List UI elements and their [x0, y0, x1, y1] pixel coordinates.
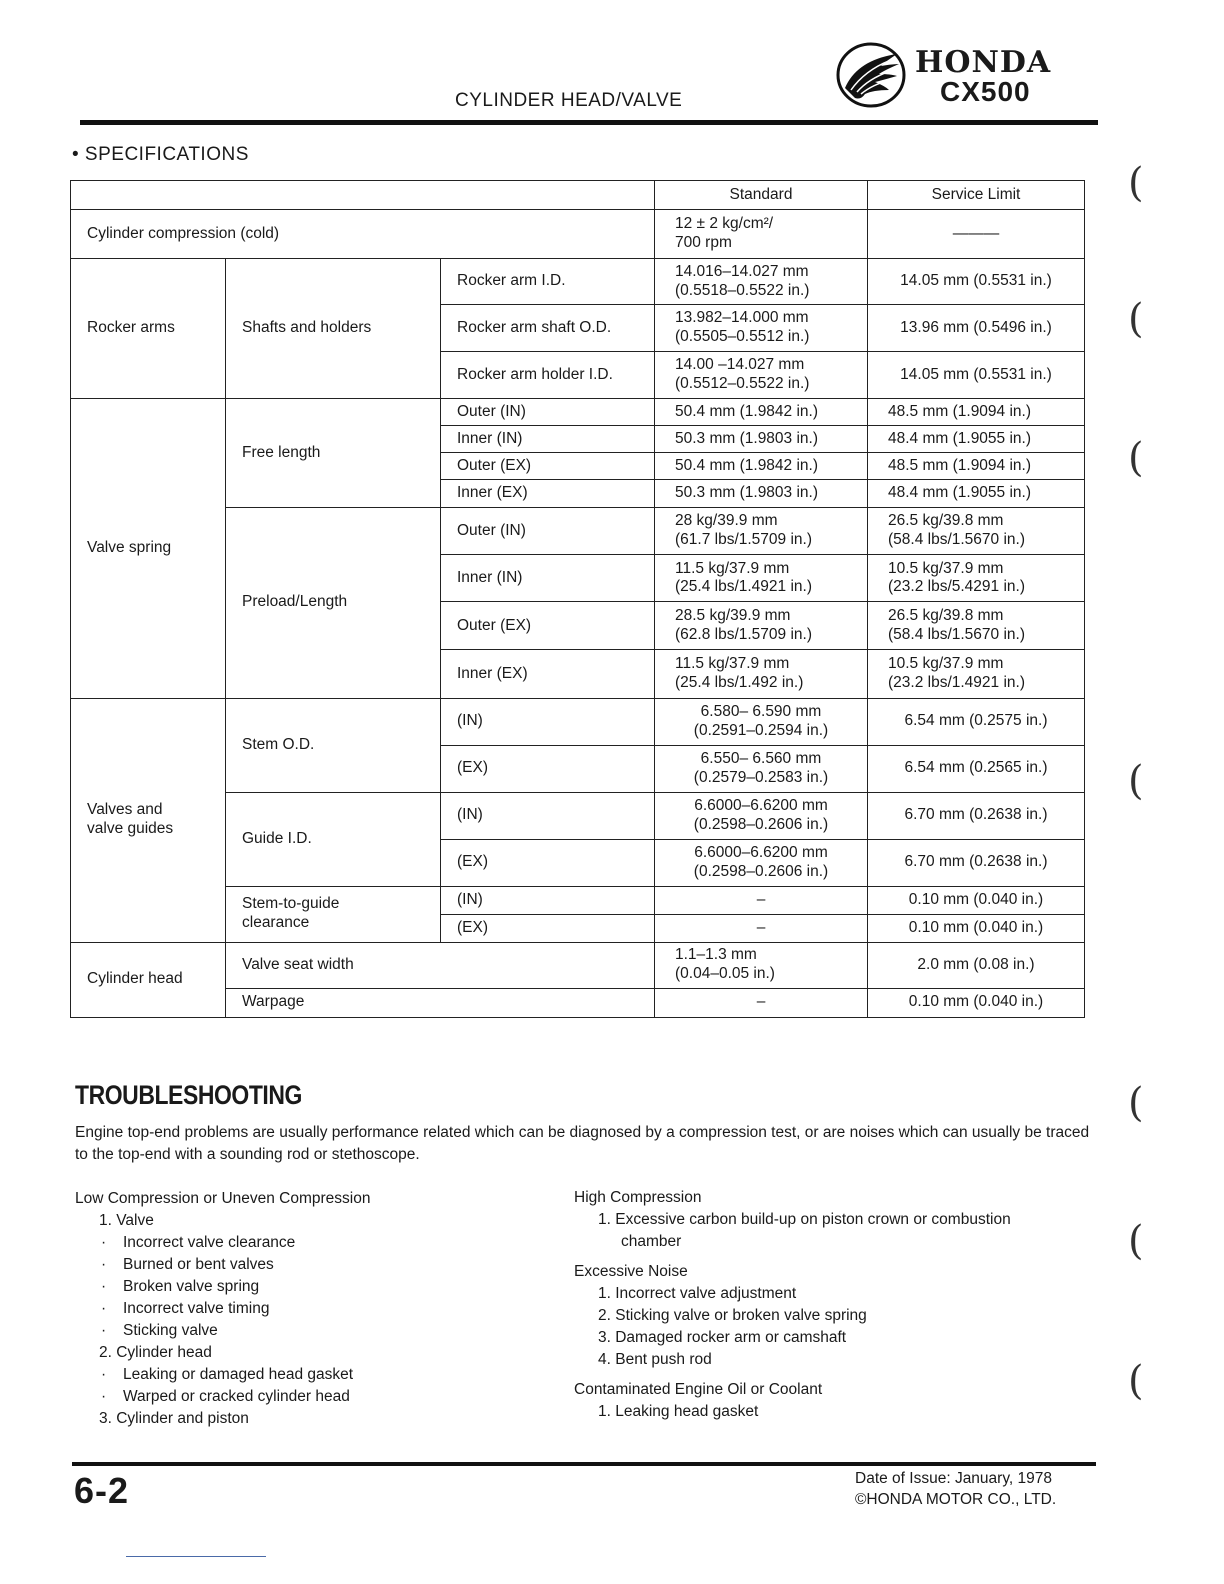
list-item: · Sticking valve — [101, 1322, 218, 1339]
item-label: Rocker arm shaft O.D. — [441, 305, 655, 352]
table-row — [71, 942, 1085, 988]
margin-mark: ( — [1128, 1218, 1144, 1264]
page-number: 6-2 — [74, 1470, 130, 1511]
header-blank-cell — [71, 181, 655, 210]
preload-length-label: Preload/Length — [226, 508, 441, 698]
item-label: Outer (EX) — [441, 453, 655, 480]
margin-mark: ( — [1128, 758, 1144, 804]
standard-value: – — [655, 914, 868, 942]
brand-name: HONDA — [915, 45, 1052, 80]
standard-value: 28.5 kg/39.9 mm (62.8 lbs/1.5709 in.) — [655, 602, 868, 650]
item-label: Outer (IN) — [441, 508, 655, 555]
list-item: · Incorrect valve timing — [101, 1300, 270, 1317]
valve-spring-label: Valve spring — [71, 399, 226, 698]
margin-mark: ( — [1128, 435, 1144, 481]
rocker-arms-label: Rocker arms — [71, 259, 226, 399]
limit-value: 0.10 mm (0.040 in.) — [868, 914, 1085, 942]
limit-value: 6.54 mm (0.2565 in.) — [868, 745, 1085, 792]
standard-value: 14.016–14.027 mm (0.5518–0.5522 in.) — [655, 259, 868, 305]
table-row — [71, 210, 1085, 259]
list-item: 3. Cylinder and piston — [99, 1410, 249, 1427]
list-item: 1. Leaking head gasket — [598, 1403, 759, 1420]
table-header-row — [71, 181, 1085, 210]
standard-value: 14.00 –14.027 mm (0.5512–0.5522 in.) — [655, 352, 868, 399]
standard-value: 6.6000–6.6200 mm (0.2598–0.2606 in.) — [655, 839, 868, 886]
standard-value: – — [655, 988, 868, 1017]
standard-value: 1.1–1.3 mm (0.04–0.05 in.) — [655, 942, 868, 988]
list-item: · Warped or cracked cylinder head — [101, 1388, 350, 1405]
margin-mark: ( — [1128, 296, 1144, 342]
limit-value: 26.5 kg/39.8 mm (58.4 lbs/1.5670 in.) — [868, 602, 1085, 650]
cylinder-head-label: Cylinder head — [71, 942, 226, 1017]
specifications-heading: • SPECIFICATIONS — [72, 144, 249, 165]
table-row — [71, 259, 1085, 305]
low-compression-list — [75, 1188, 545, 1430]
copyright: ©HONDA MOTOR CO., LTD. — [855, 1491, 1057, 1508]
item-label: (EX) — [441, 839, 655, 886]
list-item: 1. Incorrect valve adjustment — [598, 1285, 797, 1302]
item-label: Inner (EX) — [441, 480, 655, 508]
col-standard: Standard — [655, 181, 868, 210]
standard-value: 28 kg/39.9 mm (61.7 lbs/1.5709 in.) — [655, 508, 868, 555]
issue-date: Date of Issue: January, 1978 — [855, 1470, 1053, 1487]
table-row — [71, 399, 1085, 426]
margin-mark: ( — [1128, 1358, 1144, 1404]
standard-value: 50.4 mm (1.9842 in.) — [655, 399, 868, 426]
item-label: Rocker arm I.D. — [441, 259, 655, 305]
list-item: 1. Excessive carbon build-up on piston crown or combustion — [598, 1211, 1011, 1228]
standard-value: 11.5 kg/37.9 mm (25.4 lbs/1.492 in.) — [655, 650, 868, 698]
list-heading: Low Compression or Uneven Compression — [75, 1190, 371, 1207]
item-label: (IN) — [441, 886, 655, 914]
list-item: chamber — [621, 1233, 682, 1250]
section-title: CYLINDER HEAD/VALVE — [455, 90, 683, 111]
item-label: Inner (IN) — [441, 555, 655, 602]
item-label: Inner (EX) — [441, 650, 655, 698]
guide-id-label: Guide I.D. — [226, 792, 441, 886]
item-label: Rocker arm holder I.D. — [441, 352, 655, 399]
limit-value: 48.4 mm (1.9055 in.) — [868, 426, 1085, 453]
stem-guide-clearance-label: Stem-to-guide clearance — [226, 886, 441, 942]
right-troubleshooting-list — [574, 1187, 1094, 1423]
limit-value: 0.10 mm (0.040 in.) — [868, 886, 1085, 914]
stem-od-label: Stem O.D. — [226, 698, 441, 792]
item-label: Valve seat width — [226, 942, 655, 988]
scan-artifact-line — [126, 1556, 266, 1557]
limit-value: 10.5 kg/37.9 mm (23.2 lbs/1.4921 in.) — [868, 650, 1085, 698]
limit-value: 14.05 mm (0.5531 in.) — [868, 352, 1085, 399]
list-item: 3. Damaged rocker arm or camshaft — [598, 1329, 847, 1346]
list-item: · Incorrect valve clearance — [101, 1234, 296, 1251]
compression-label: Cylinder compression (cold) — [71, 210, 655, 259]
compression-standard: 12 ± 2 kg/cm²/ 700 rpm — [655, 210, 868, 259]
standard-value: 11.5 kg/37.9 mm (25.4 lbs/1.4921 in.) — [655, 555, 868, 602]
list-item: 2. Sticking valve or broken valve spring — [598, 1307, 867, 1324]
specifications-table — [70, 180, 1085, 1018]
list-item: · Broken valve spring — [101, 1278, 260, 1295]
shafts-holders-label: Shafts and holders — [226, 259, 441, 399]
header-rule — [80, 120, 1098, 125]
troubleshooting-title: TROUBLESHOOTING — [75, 1080, 302, 1110]
item-label: Outer (IN) — [441, 399, 655, 426]
table-row — [71, 698, 1085, 745]
standard-value: 50.3 mm (1.9803 in.) — [655, 426, 868, 453]
limit-value: 13.96 mm (0.5496 in.) — [868, 305, 1085, 352]
honda-wing-logo-icon — [835, 40, 909, 110]
list-item: · Burned or bent valves — [101, 1256, 274, 1273]
item-label: (IN) — [441, 698, 655, 745]
margin-mark: ( — [1128, 160, 1144, 206]
list-heading: Contaminated Engine Oil or Coolant — [574, 1381, 823, 1398]
free-length-label: Free length — [226, 399, 441, 508]
list-item: 2. Cylinder head — [99, 1344, 212, 1361]
item-label: (IN) — [441, 792, 655, 839]
limit-value: 48.5 mm (1.9094 in.) — [868, 453, 1085, 480]
compression-limit: ——— — [868, 210, 1085, 259]
standard-value: 50.3 mm (1.9803 in.) — [655, 480, 868, 508]
limit-value: 6.70 mm (0.2638 in.) — [868, 792, 1085, 839]
item-label: Warpage — [226, 988, 655, 1017]
item-label: Outer (EX) — [441, 602, 655, 650]
troubleshooting-intro: Engine top-end problems are usually performance related which can be diagnosed by a compression test, or are noises which can usually be traced to the top-end with a sounding rod or stethoscope. — [75, 1124, 1090, 1163]
valves-guides-label: Valves and valve guides — [71, 698, 226, 942]
limit-value: 14.05 mm (0.5531 in.) — [868, 259, 1085, 305]
list-item: · Leaking or damaged head gasket — [101, 1366, 354, 1383]
margin-mark: ( — [1128, 1080, 1144, 1126]
list-item: 4. Bent push rod — [598, 1351, 712, 1368]
limit-value: 6.70 mm (0.2638 in.) — [868, 839, 1085, 886]
standard-value: 50.4 mm (1.9842 in.) — [655, 453, 868, 480]
item-label: Inner (IN) — [441, 426, 655, 453]
footer-rule — [72, 1462, 1096, 1466]
item-label: (EX) — [441, 914, 655, 942]
standard-value: 13.982–14.000 mm (0.5505–0.5512 in.) — [655, 305, 868, 352]
limit-value: 26.5 kg/39.8 mm (58.4 lbs/1.5670 in.) — [868, 508, 1085, 555]
limit-value: 2.0 mm (0.08 in.) — [868, 942, 1085, 988]
standard-value: 6.580– 6.590 mm (0.2591–0.2594 in.) — [655, 698, 868, 745]
col-service-limit: Service Limit — [868, 181, 1085, 210]
list-heading: Excessive Noise — [574, 1263, 688, 1280]
standard-value: 6.550– 6.560 mm (0.2579–0.2583 in.) — [655, 745, 868, 792]
limit-value: 10.5 kg/37.9 mm (23.2 lbs/5.4291 in.) — [868, 555, 1085, 602]
model-name: CX500 — [940, 76, 1031, 107]
limit-value: 0.10 mm (0.040 in.) — [868, 988, 1085, 1017]
limit-value: 6.54 mm (0.2575 in.) — [868, 698, 1085, 745]
limit-value: 48.5 mm (1.9094 in.) — [868, 399, 1085, 426]
list-heading: High Compression — [574, 1189, 702, 1206]
item-label: (EX) — [441, 745, 655, 792]
limit-value: 48.4 mm (1.9055 in.) — [868, 480, 1085, 508]
standard-value: – — [655, 886, 868, 914]
list-item: 1. Valve — [99, 1212, 154, 1229]
standard-value: 6.6000–6.6200 mm (0.2598–0.2606 in.) — [655, 792, 868, 839]
